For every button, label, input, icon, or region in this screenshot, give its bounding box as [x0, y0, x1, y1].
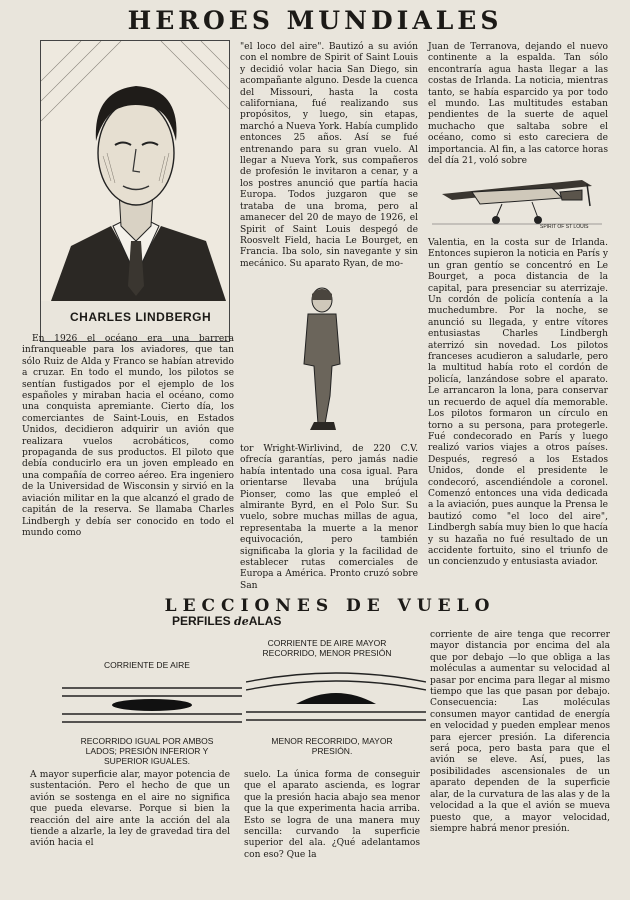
pilot-illustration — [292, 284, 352, 434]
subtitle-main: PERFILES — [172, 614, 231, 628]
lesson-title: LECCIONES DE VUELO — [164, 596, 496, 616]
column-1 — [22, 334, 234, 539]
column-2-top-text: "el loco del aire". Bautizó a su avión con el nombre de Spirit of Saint Louis y decidió volar hacia San Diego, sin acompañante alguno. Desde la cuenca del Missouri, hasta la costa californiana, fué realizando sus propósitos, y luego, sin etapas, marchó a Nueva York. Había cumplido entonces 25 años. Así se fué entrenando para su gran vuelo. Al llegar a Nueva York, sus compañeros de profesión le invitaron a cenar, y a los postres anunció que partía hacia Europa. Todos juzgaron que se trataba de una broma, pero al amanecer del 20 de mayo de 1926, el Spirit of Saint Louis despegó de Roosvelt Field, hacia Le Bourget, en Francia. Iba solo, sin navegante y sin mecánico. Su aparato Ryan, de mo- — [240, 42, 418, 269]
column-2-bottom-text: tor Wright-Wirlivind, de 220 C.V. ofrecía garantías, pero jamás nadie había intentado una cosa igual. Para orientarse llevaba una brújula Pionser, como las que empleó el almirante Byrd, en el Polo Sur. Su vuelo, sobre muchas millas de agua, representaba la muerte a la menor equivocación, pero también significaba la gloria y la facilidad de establecer rutas comerciales de Europa a América. Pronto cruzó sobre San — [240, 444, 418, 591]
portrait-caption: CHARLES LINDBERGH — [70, 310, 212, 324]
subtitle-end: ALAS — [248, 614, 282, 628]
column-3-bottom — [428, 238, 608, 569]
lesson-column-3 — [430, 630, 610, 835]
diagram-1-top-label: CORRIENTE DE AIRE — [104, 660, 190, 670]
column-3-bottom-text: Valentia, en la costa sur de Irlanda. Entonces supieron la noticia en París y un gran gentío se concentró en Le Bourget, a poca distancia de la capital, para presenciar su aterrizaje. Un cordón de policía contenía a la muchedumbre. Por la noche, se anunció su llegada, y entre vítores entusiastas Charles Lindbergh aterrizó sin novedad. Los pilotos franceses acudieron a saludarle, pero la multitud había roto el cordón de policía, lanzándose sobre el aparato. Le arrancaron la lona, para conservar un recuerdo de aquel día memorable. Los pilotos formaron un círculo en torno a su persona, para protegerle. Fué condecorado en París y luego realizó varios viajes a otros países. Después, regresó a los Estados Unidos, donde el presidente le condecoró, ascendiéndole a coronel. Comenzó entonces una vida dedicada a la aviación, pues aunque la Prensa le bautizó como "el loco del aire", Lindbergh sabía muy bien lo que hacía y su hazaña no fué resultado de un accidente fortuito, sino el triunfo de un concienzudo y entusiasta aviador. — [428, 238, 608, 568]
lesson-column-1-text: A mayor superficie alar, mayor potencia de sustentación. Pero el hecho de que un avión se sostenga en el aire no significa que pueda elevarse. Porque si bien la reacción del aire ante la acción del ala tiende a alzarle, la ley de gravedad tira del avión hacia el — [30, 770, 230, 849]
lesson-column-2 — [244, 770, 420, 861]
plane-caption: SPIRIT OF ST LOUIS — [540, 224, 589, 230]
portrait-frame — [40, 40, 230, 342]
column-3-top — [428, 42, 608, 167]
page-title: HEROES MUNDIALES — [127, 6, 503, 35]
diagram-2-top-label: CORRIENTE DE AIRE MAYOR RECORRIDO, MENOR PRESIÓN — [262, 638, 392, 658]
lindbergh-portrait — [41, 41, 229, 301]
lesson-column-2-text: suelo. La única forma de conseguir que el aparato ascienda, es lograr que la presión hacia abajo sea menor que la que experimenta hacia arriba. Esto se logra de una manera muy sencilla: curvando la superficie superior del ala. ¿Qué adelantamos con eso? Que la — [244, 770, 420, 860]
spirit-of-st-louis-illustration — [432, 166, 602, 232]
lesson-column-3-text: corriente de aire tenga que recorrer mayor distancia por encima del ala que por debajo —lo que obliga a las moléculas a aumentar su velocidad al pasar por encima para llegar al mismo tiempo que las que pasan por debajo. Consecuencia: Las moléculas consumen mayor cantidad de energía en velocidad y pueden emplear menos para ejercer presión. La diferencia será poca, pero basta para que el avión se eleve. Así, pues, las posibilidades ascensionales de un aparato dependen de la superficie alar, de la curvatura de las alas y de la velocidad a la que el avión se mueva puesto que, a mayor velocidad, siempre habrá menor presión. — [430, 630, 610, 834]
lesson-column-1 — [30, 770, 230, 850]
wing-profile-symmetric-diagram — [62, 680, 242, 730]
column-2-top — [240, 42, 418, 270]
diagram-2-bottom-label: MENOR RECORRIDO, MAYOR PRESIÓN. — [271, 736, 393, 756]
subtitle-de: de — [234, 615, 249, 628]
wing-profile-cambered-diagram — [246, 672, 426, 728]
column-1-paragraph: En 1926 el océano era una barrera infranqueable para los aviadores, que tan sólo Ruiz de Alda y Franco se habían atrevido a cruzar. En todo el mundo, los pilotos se sentían fustigados por el ejemplo de los españoles y miraban hacia el océano, como una conquista apremiante. Cierto día, los comerciantes de Saint-Louis, en Estados Unidos, decidieron adquirir un avión que realizara vuelos acrobáticos, como propaganda de sus productos. El piloto que debía conducirlo era un joven empleado en una compañía de correo aéreo. Era ingeniero de la Universidad de Wisconsin y sirvió en la aviación militar en la que alcanzó el grado de capitán de la reserva. Se llamaba Charles Lindbergh y debía ser conocido en todo el mundo como — [22, 334, 234, 538]
lesson-subtitle — [172, 614, 281, 628]
column-3-top-text: Juan de Terranova, dejando el nuevo continente a la espalda. Tan sólo encontraría agua hasta llegar a las costas de Irlanda. La noticia, mientras tanto, se había esparcido ya por todo el mundo. Las multitudes estaban pendientes de la suerte de aquel muchacho que saltaba sobre el océano, como si esto careciera de importancia. Al fin, a las catorce horas del día 21, voló sobre — [428, 42, 608, 167]
column-2-bottom — [240, 444, 418, 592]
diagram-1-bottom-label: RECORRIDO IGUAL POR AMBOS LADOS; PRESIÓN INFERIOR Y SUPERIOR IGUALES. — [80, 736, 214, 766]
